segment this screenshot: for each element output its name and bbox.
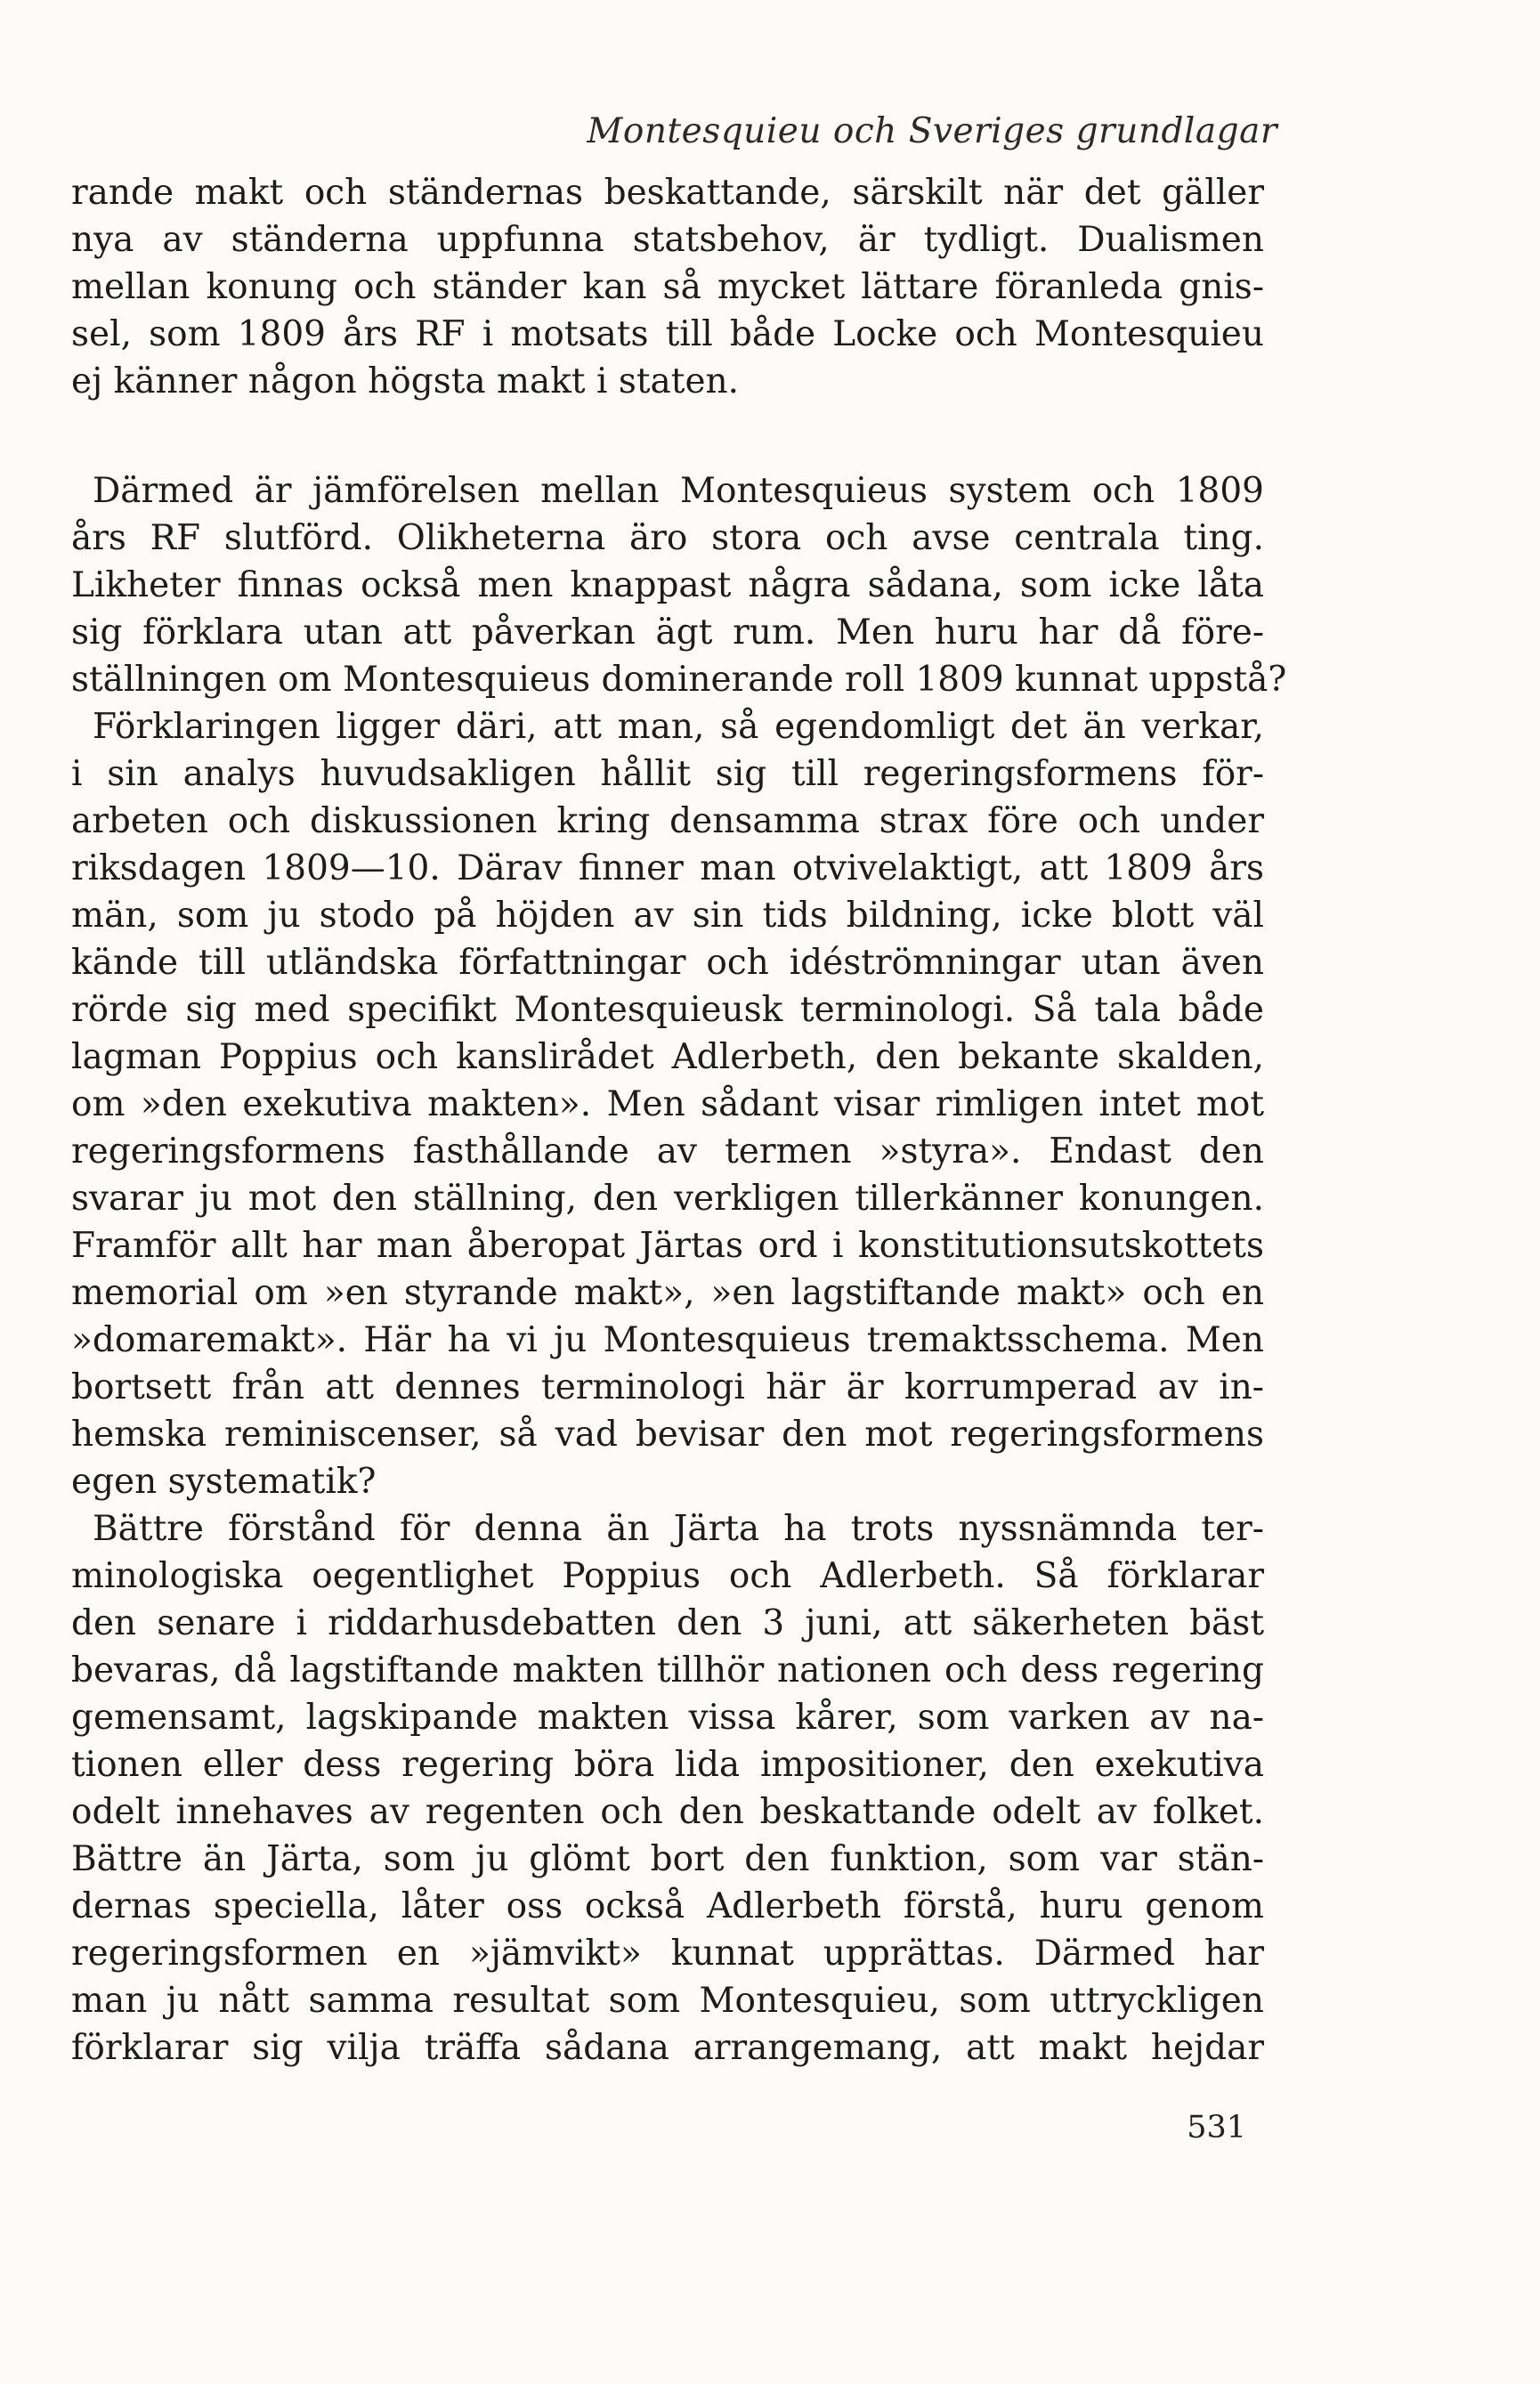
text-line: ej känner någon högsta makt i staten. [71,361,740,401]
text-line: Likheter finnas också men knappast några sådana, som icke låta [71,565,1264,605]
text-line: regeringsformen en »jämvikt» kunnat upprättas. Därmed har [71,1934,1264,1974]
text-line: Bättre förstånd för denna än Järta ha trots nyssnämnda ter- [93,1509,1264,1549]
text-line: man ju nått samma resultat som Montesquieu, som uttryckligen [71,1981,1264,2021]
paragraph-2 [71,467,1287,2072]
text-line: män, som ju stodo på höjden av sin tids bildning, icke blott väl [71,896,1264,936]
text-line: minologiska oegentlighet Poppius och Adlerbeth. Så förklarar [71,1556,1264,1596]
text-line: gemensamt, lagskipande makten vissa kårer, som varken av na- [71,1698,1264,1738]
text-line: memorial om »en styrande makt», »en lagstiftande makt» och en [71,1273,1264,1313]
text-line: dernas speciella, låter oss också Adlerbeth förstå, huru genom [71,1886,1264,1926]
text-line: bevaras, då lagstiftande makten tillhör nationen och dess regering [71,1650,1264,1691]
text-line: kände till utländska författningar och idéströmningar utan även [71,943,1264,983]
paragraph-1 [71,169,1264,405]
text-line: sig förklara utan att påverkan ägt rum. Men huru har då före- [71,612,1264,653]
text-line: rande makt och ständernas beskattande, särskilt när det gäller [71,173,1264,213]
running-title: Montesquieu och Sveriges grundlagar [587,111,1277,151]
text-line: sel, som 1809 års RF i motsats till både Locke och Montesquieu [71,314,1264,354]
text-line: tionen eller dess regering böra lida impositioner, den exekutiva [71,1745,1264,1785]
text-line: lagman Poppius och kanslirådet Adlerbeth, den bekante skalden, [71,1037,1264,1077]
text-line: i sin analys huvudsakligen hållit sig till regeringsformens för- [71,754,1264,794]
text-line: arbeten och diskussionen kring densamma strax före och under [71,801,1264,841]
text-line: Därmed är jämförelsen mellan Montesquieus system och 1809 [93,471,1264,511]
text-line: hemska reminiscenser, så vad bevisar den mot regeringsformens [71,1415,1264,1455]
text-line: svarar ju mot den ställning, den verkligen tillerkänner konungen. [71,1179,1264,1219]
text-line: mellan konung och ständer kan så mycket lättare föranleda gnis- [71,267,1264,307]
text-line: förklarar sig vilja träffa sådana arrangemang, att makt hejdar [71,2028,1264,2068]
text-line: riksdagen 1809—10. Därav finner man otvivelaktigt, att 1809 års [71,848,1264,888]
text-line: bortsett från att dennes terminologi här är korrumperad av in- [71,1367,1264,1407]
text-line: odelt innehaves av regenten och den beskattande odelt av folket. [71,1792,1264,1832]
page-number: 531 [1187,2110,1246,2145]
text-line: nya av ständerna uppfunna statsbehov, är tydligt. Dualismen [71,220,1264,260]
text-line: »domaremakt». Här ha vi ju Montesquieus tremaktsschema. Men [71,1320,1264,1360]
text-line: Framför allt har man åberopat Järtas ord i konstitutionsutskottets [71,1226,1264,1266]
text-line: Förklaringen ligger däri, att man, så egendomligt det än verkar, [93,707,1264,747]
text-line: års RF slutförd. Olikheterna äro stora och avse centrala ting. [71,518,1264,558]
text-line: den senare i riddarhusdebatten den 3 juni, att säkerheten bäst [71,1603,1264,1643]
text-line: regeringsformens fasthållande av termen »styra». Endast den [71,1131,1264,1172]
text-line: Bättre än Järta, som ju glömt bort den funktion, som var stän- [71,1839,1264,1879]
text-line: rörde sig med specifikt Montesquieusk terminologi. Så tala både [71,990,1264,1030]
text-line: om »den exekutiva makten». Men sådant visar rimligen intet mot [71,1084,1264,1124]
text-line: ställningen om Montesquieus dominerande roll 1809 kunnat uppstå? [71,660,1287,700]
text-line: egen systematik? [71,1462,377,1502]
